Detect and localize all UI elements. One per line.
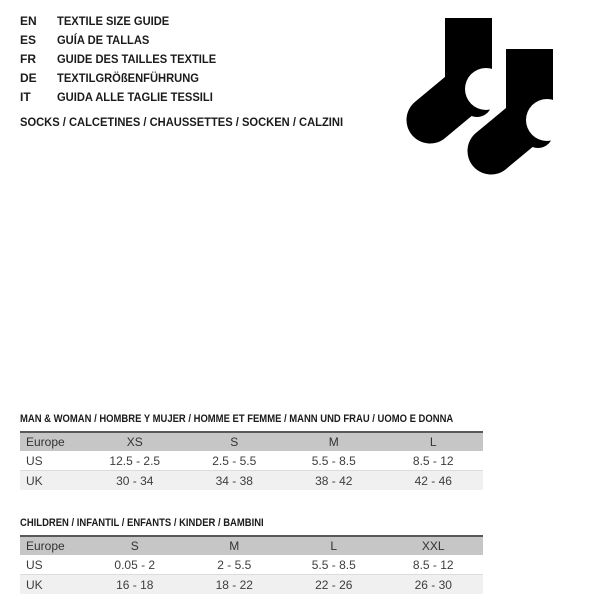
size-table (20, 535, 483, 594)
lang-label: TEXTILGRÖßENFÜHRUNG (57, 70, 199, 85)
lang-row (20, 68, 228, 87)
table-header-row (20, 431, 483, 451)
table-header-row (20, 535, 483, 555)
size-table-title: MAN & WOMAN / HOMBRE Y MUJER / HOMME ET FEMME / MANN UND FRAU / UOMO E DONNA (20, 413, 454, 425)
lang-label: GUIDE DES TAILLES TEXTILE (57, 51, 217, 66)
column-header-cell: M (229, 539, 240, 553)
column-header-cell: L (330, 539, 338, 553)
size-table-title: CHILDREN / INFANTIL / ENFANTS / KINDER / BAMBINI (20, 517, 264, 529)
lang-code: DE (20, 70, 37, 85)
lang-row (20, 30, 228, 49)
lang-row (20, 11, 228, 30)
size-value-cell: 38 - 42 (315, 473, 353, 488)
size-table (20, 431, 483, 490)
lang-code: EN (20, 13, 37, 28)
lang-row (20, 49, 228, 68)
size-value-cell: 34 - 38 (215, 473, 253, 488)
table-row (20, 471, 483, 490)
region-cell: UK (26, 577, 43, 592)
language-list (20, 11, 228, 106)
column-header-cell: XXL (421, 539, 445, 553)
region-cell: US (26, 453, 43, 468)
size-value-cell: 16 - 18 (116, 577, 154, 592)
lang-label: GUIDA ALLE TAGLIE TESSILI (57, 89, 213, 104)
column-header-cell: S (130, 539, 139, 553)
size-value-cell: 2.5 - 5.5 (212, 453, 257, 468)
lang-code: FR (20, 51, 36, 66)
size-value-cell: 8.5 - 12 (412, 453, 454, 468)
column-header-cell: S (230, 435, 239, 449)
product-caption-text: SOCKS / CALCETINES / CHAUSSETTES / SOCKEN / CALZINI (20, 115, 344, 129)
size-table-children (20, 513, 483, 594)
size-value-cell: 5.5 - 8.5 (311, 557, 356, 572)
size-value-cell: 42 - 46 (414, 473, 452, 488)
table-row (20, 555, 483, 575)
size-value-cell: 5.5 - 8.5 (311, 453, 356, 468)
size-value-cell: 30 - 34 (116, 473, 154, 488)
region-cell: UK (26, 473, 43, 488)
column-header-cell: Europe (26, 435, 65, 449)
column-header-cell: Europe (26, 539, 65, 553)
lang-row (20, 87, 228, 106)
size-value-cell: 8.5 - 12 (412, 557, 454, 572)
size-value-cell: 0.05 - 2 (114, 557, 156, 572)
size-value-cell: 22 - 26 (315, 577, 353, 592)
region-cell: US (26, 557, 43, 572)
lang-code: ES (20, 32, 37, 47)
size-value-cell: 18 - 22 (215, 577, 253, 592)
size-value-cell: 12.5 - 2.5 (109, 453, 161, 468)
size-table-men-women (20, 409, 483, 490)
size-value-cell: 26 - 30 (414, 577, 452, 592)
table-row (20, 451, 483, 471)
column-header-cell: L (429, 435, 437, 449)
column-header-cell: XS (126, 435, 143, 449)
size-value-cell: 2 - 5.5 (217, 557, 252, 572)
table-row (20, 575, 483, 594)
lang-label: TEXTILE SIZE GUIDE (57, 13, 170, 28)
socks-icon (380, 0, 580, 200)
product-caption (20, 115, 367, 129)
column-header-cell: M (328, 435, 339, 449)
lang-label: GUÍA DE TALLAS (57, 32, 150, 47)
lang-code: IT (20, 89, 31, 104)
